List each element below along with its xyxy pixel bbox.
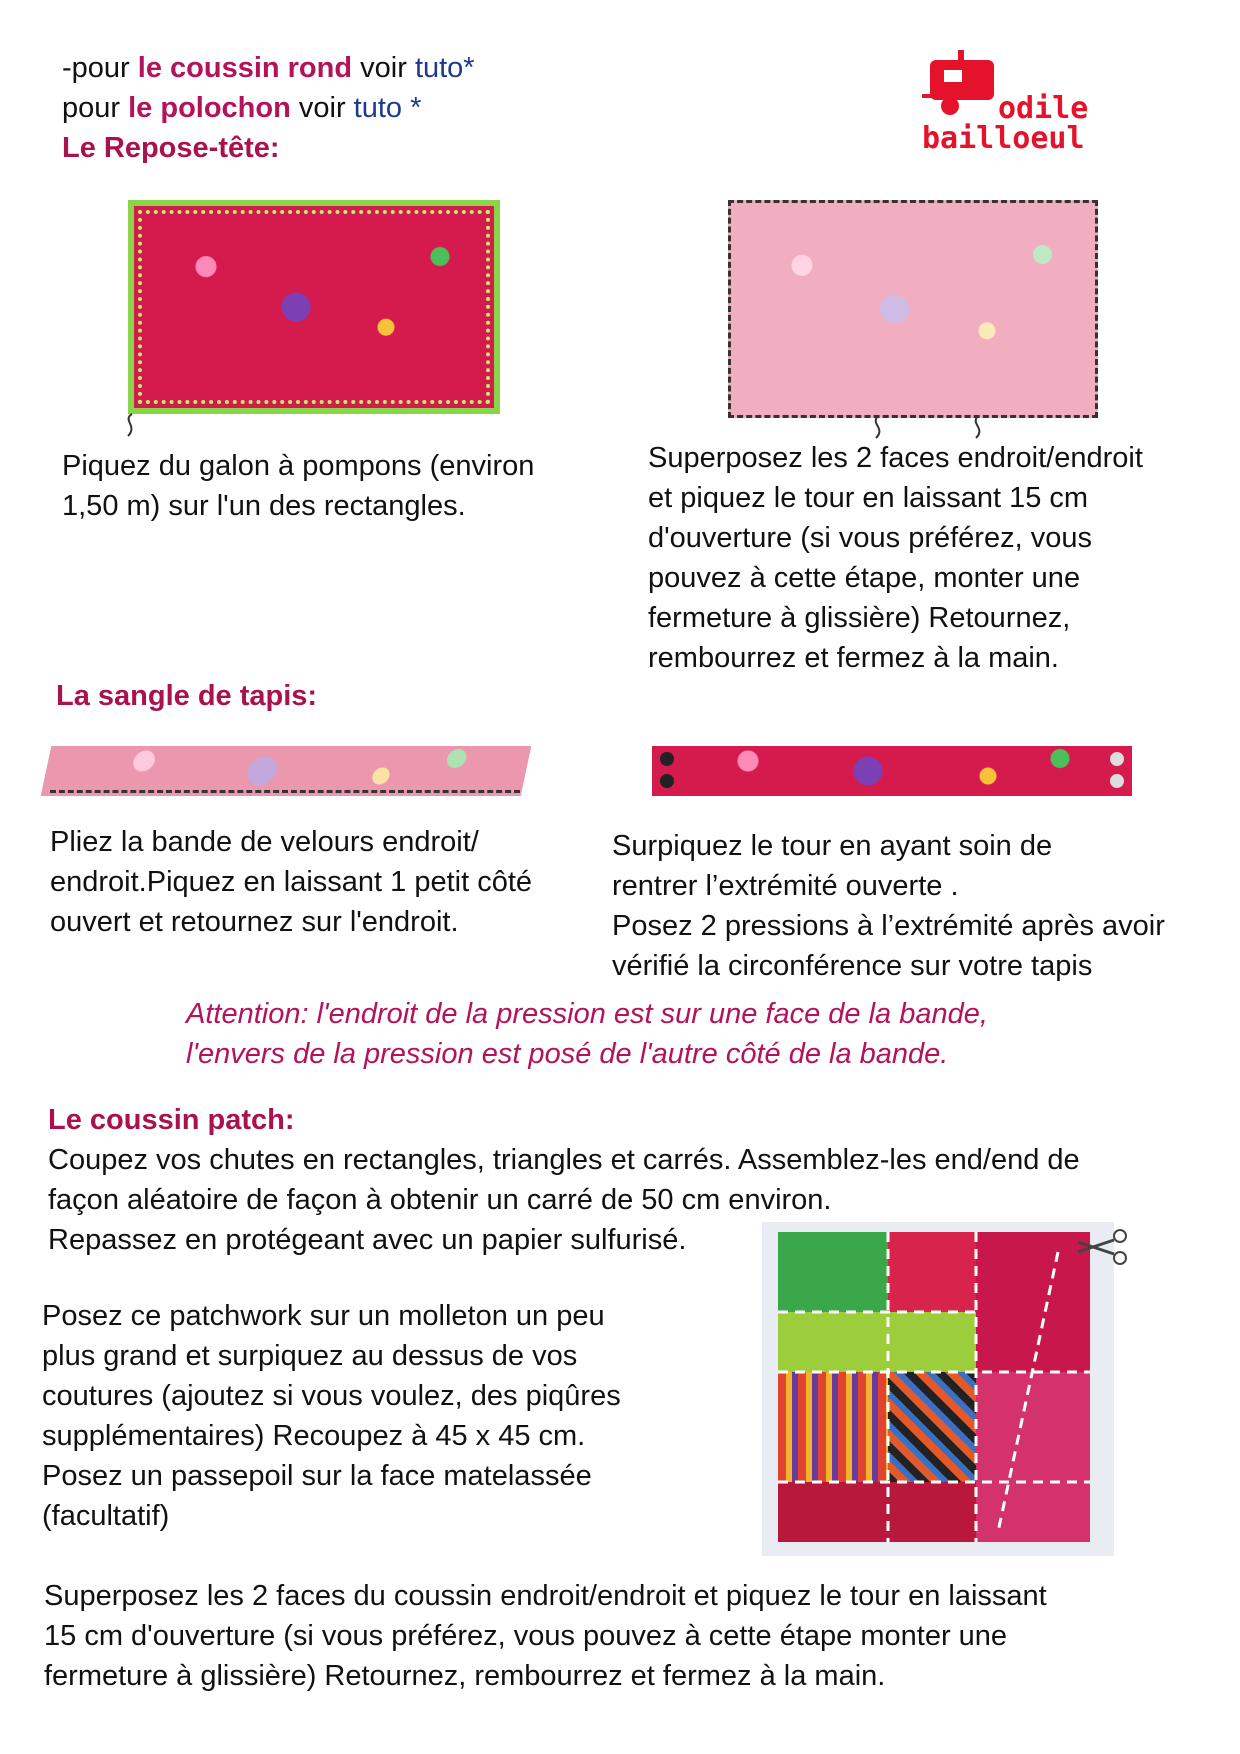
tuto-link-round[interactable]: tuto* [414,52,475,84]
text-line: Attention: l'endroit de la pression est sur une face de la bande, [186,998,988,1030]
brand-logo [922,48,1112,158]
text-line: façon aléatoire de façon à obtenir un carré de 50 cm environ. [48,1184,832,1216]
intro-text: -pour [62,52,138,84]
text-line: coutures (ajoutez si vous voulez, des piqûres [42,1380,621,1412]
strap-step-1 [50,822,610,942]
text-line: rentrer l’extrémité ouverte . [612,870,959,902]
strap-fabric-folded [41,746,532,796]
text-line: d'ouverture (si vous préférez, vous [648,522,1092,554]
logo-line-1: odile [998,91,1089,126]
text-line: supplémentaires) Recoupez à 45 x 45 cm. [42,1420,586,1452]
snap-icon [660,752,674,766]
text-line: 15 cm d'ouverture (si vous préférez, vous pouvez à cette étape monter une [44,1620,1008,1652]
snap-icon [660,774,674,788]
text-line: Surpiquez le tour en ayant soin de [612,830,1053,862]
intro-text: pour [62,92,129,124]
text-line: Coupez vos chutes en rectangles, triangles et carrés. Assemblez-les end/end de [48,1144,1080,1176]
patch-para-2 [42,1296,742,1536]
section-heading-headrest: Le Repose-tête: [62,132,280,164]
intro-text: voir [290,92,354,124]
pompom-trim [138,210,490,404]
headrest-step-1 [62,446,622,526]
text-line: et piquez le tour en laissant 15 cm [648,482,1089,514]
text-line: Superposez les 2 faces du coussin endroit/endroit et piquez le tour en laissant [44,1580,1047,1612]
intro-line-2 [62,88,421,128]
scissors-icon [1076,1228,1136,1268]
text-line: plus grand et surpiquez au dessus de vos [42,1340,578,1372]
intro-line-1 [62,48,475,88]
text-line: 1,50 m) sur l'un des rectangles. [62,490,466,522]
headrest-step-2 [648,438,1228,678]
snap-icon [1110,752,1124,766]
text-line: l'envers de la pression est posé de l'autre côté de la bande. [186,1038,949,1070]
text-line: ouvert et retournez sur l'endroit. [50,906,459,938]
text-line: Pliez la bande de velours endroit/ [50,826,479,858]
stitch-outline [728,200,1098,418]
text-line: endroit.Piquez en laissant 1 petit côté [50,866,533,898]
patchwork-image [778,1232,1090,1542]
stitch-line [50,790,520,793]
text-line: Posez 2 pressions à l’extrémité après avoir [612,910,1165,942]
text-line: Superposez les 2 faces endroit/endroit [648,442,1143,474]
intro-text: voir [352,52,415,84]
section-heading-strap: La sangle de tapis: [56,680,318,712]
thread-icon [118,412,148,438]
text-line: Piquez du galon à pompons (environ [62,450,535,482]
intro-item: le polochon [128,92,291,124]
patch-para-3 [44,1576,1214,1696]
intro-item: le coussin rond [137,52,353,84]
logo-line-2: bailloeul [922,121,1085,156]
quilting-lines [778,1232,1090,1542]
text-line: Posez ce patchwork sur un molleton un peu [42,1300,605,1332]
text-line: pouvez à cette étape, monter une [648,562,1081,594]
strap-step-2 [612,826,1232,986]
strap-warning [186,994,1186,1074]
snap-icon [1110,774,1124,788]
headrest-fabric-with-pompoms [128,200,500,414]
text-line: Posez un passepoil sur la face matelassée [42,1460,592,1492]
section-heading-patch: Le coussin patch: [48,1104,295,1136]
text-line: Repassez en protégeant avec un papier sulfurisé. [48,1224,687,1256]
text-line: rembourrez et fermez à la main. [648,642,1059,674]
text-line: vérifié la circonférence sur votre tapis [612,950,1093,982]
strap-fabric-finished [652,746,1132,796]
text-line: (facultatif) [42,1500,170,1532]
text-line: fermeture à glissière) Retournez, rembourrez et fermez à la main. [44,1660,886,1692]
tuto-link-bolster[interactable]: tuto * [353,92,422,124]
text-line: fermeture à glissière) Retournez, [648,602,1071,634]
